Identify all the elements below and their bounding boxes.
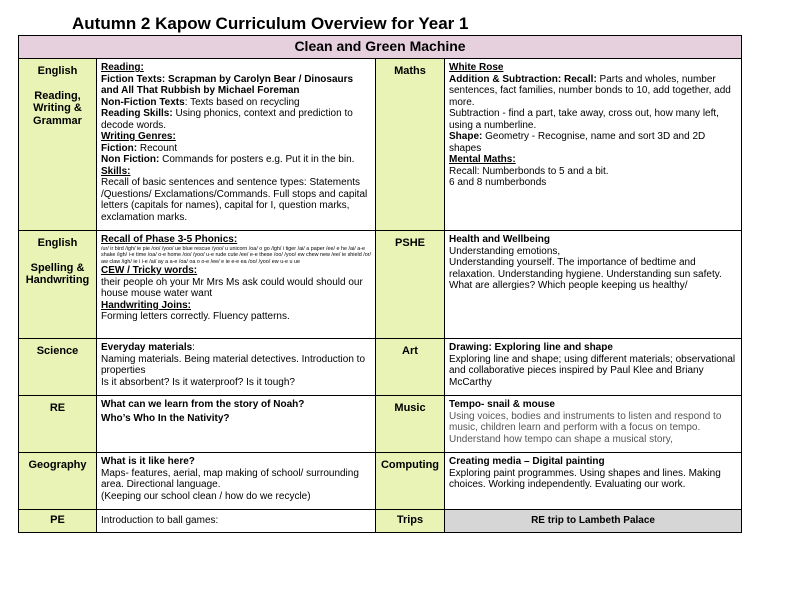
music-heading: Tempo- snail & mouse	[449, 399, 555, 410]
table-row	[19, 510, 742, 533]
geography-heading: What is it like here?	[101, 456, 195, 467]
science-content	[97, 339, 376, 396]
pshe-heading: Health and Wellbeing	[449, 234, 550, 245]
subject-music: Music	[376, 396, 445, 453]
subject-science: Science	[19, 339, 97, 396]
music-content	[445, 396, 742, 453]
geography-line-1: Maps- features, aerial, map making of school/ surrounding area. Directional language.	[101, 467, 359, 490]
mental-maths-line-2: 6 and 8 numberbonds	[449, 177, 547, 188]
art-content	[445, 339, 742, 396]
maths-shape: Shape: Geometry - Recognise, name and sort 3D and 2D shapes	[449, 131, 706, 154]
table-row	[19, 59, 742, 231]
table-row	[19, 396, 742, 453]
document-title: Autumn 2 Kapow Curriculum Overview for Year 1	[72, 14, 469, 33]
subject-english-spelling	[19, 231, 97, 339]
re-line-1: What can we learn from the story of Noah?	[101, 399, 305, 410]
art-text: Exploring line and shape; using different materials; observational and collaborative pieces inspired by Paul Klee and Briany McCarthy	[449, 353, 736, 388]
music-text: Using voices, bodies and instruments to listen and respond to music, children learn and perform with a focus on tempo. Understand how tempo can shape a musical story,	[449, 410, 722, 445]
fiction-texts: Fiction Texts: Scrapman by Carolyn Bear / Dinosaurs and All That Rubbish by Michael Foreman	[101, 73, 354, 96]
science-line-2: Is it absorbent? Is it waterproof? Is it tough?	[101, 376, 295, 388]
maths-add-sub: Addition & Subtraction: Recall: Parts and wholes, number sentences, fact families, number bonds to 10, add together, add more.	[449, 73, 731, 108]
subject-sublabel: Spelling & Handwriting	[25, 261, 90, 286]
writing-genres-heading: Writing Genres:	[101, 131, 176, 142]
curriculum-table	[18, 35, 742, 533]
subject-sublabel: Reading, Writing & Grammar	[33, 89, 82, 127]
subject-re: RE	[19, 396, 97, 453]
nonfiction-texts: Non-Fiction Texts: Texts based on recycling	[101, 96, 300, 108]
subject-english-reading	[19, 59, 97, 231]
reading-skills: Reading Skills: Using phonics, context and prediction to decode words.	[101, 108, 353, 131]
science-heading: Everyday materials:	[101, 342, 195, 353]
table-row	[19, 231, 742, 339]
table-row	[19, 453, 742, 510]
computing-heading: Creating media – Digital painting	[449, 456, 605, 467]
subject-pe: PE	[19, 510, 97, 533]
subject-geography: Geography	[19, 453, 97, 510]
subject-pshe: PSHE	[376, 231, 445, 339]
pshe-content	[445, 231, 742, 339]
pshe-line-1: Understanding emotions,	[449, 245, 561, 257]
phonics-heading: Recall of Phase 3-5 Phonics:	[101, 234, 238, 245]
geography-line-2: (Keeping our school clean / how do we recycle)	[101, 490, 311, 502]
phonics-list: /ur/ ir bird /igh/ ie pie /oo/ /yoo/ ue blue rescue /yoo/ u unicorn /oa/ o go /igh/ i tiger /ai/ a paper /ee/ e he /ai/ a-e shake /igh/ i-e time /oa/ o-e home /oo/ /yoo/ u-e rude cute /ee/ e-e these /oo/ /yoo/ ew chew new /ee/ ie shield /or/ aw claw /igh/ ie i i-e /ai/ ay a a-e /oa/ oa o o-e /ee/ e ie e-e ea /oo/ /yoo/ ew u-e u ue	[101, 245, 371, 265]
fiction-genre: Fiction: Recount	[101, 142, 178, 154]
english-spelling-content	[97, 231, 376, 339]
reading-heading: Reading:	[101, 62, 144, 73]
computing-content	[445, 453, 742, 510]
nonfiction-genre: Non Fiction: Commands for posters e.g. Put it in the bin.	[101, 154, 355, 165]
trips-content: RE trip to Lambeth Palace	[445, 510, 742, 533]
topic-row	[19, 36, 742, 59]
table-row	[19, 339, 742, 396]
handwriting-text: Forming letters correctly. Fluency patterns.	[101, 311, 290, 323]
cew-heading: CEW / Tricky words:	[101, 265, 198, 277]
pe-content: Introduction to ball games:	[97, 510, 376, 533]
geography-content	[97, 453, 376, 510]
re-line-2: Who’s Who In the Nativity?	[101, 412, 230, 424]
science-line-1: Naming materials. Being material detectives. Introduction to properties	[101, 353, 366, 376]
skills-text: Recall of basic sentences and sentence types: Statements /Questions/ Exclamations/Commands. Full stops and capital letters (capitals for names), capital for I, question marks, exclamation marks.	[101, 177, 368, 223]
cew-list: their people oh your Mr Mrs Ms ask could would should our house mouse water want	[101, 276, 363, 300]
computing-text: Exploring paint programmes. Using shapes and lines. Making choices. Working independently. Evaluating our work.	[449, 467, 721, 490]
subject-trips: Trips	[376, 510, 445, 533]
maths-content	[445, 59, 742, 231]
maths-subtraction: Subtraction - find a part, take away, cross out, how many left, using a numberline.	[449, 108, 719, 131]
subject-label: English	[37, 65, 78, 77]
pshe-line-2: Understanding yourself. The importance of bedtime and relaxation. Understanding hygiene. Understanding sun safety. What are allergies? Which people keeping us healthy/	[449, 257, 722, 291]
english-reading-content	[97, 59, 376, 231]
mental-maths-heading: Mental Maths:	[449, 154, 516, 165]
art-heading: Drawing: Exploring line and shape	[449, 342, 613, 353]
re-content	[97, 396, 376, 453]
skills-heading: Skills:	[101, 165, 131, 177]
subject-computing: Computing	[376, 453, 445, 510]
subject-label: English	[37, 237, 78, 249]
subject-art: Art	[376, 339, 445, 396]
topic-banner: Clean and Green Machine	[19, 36, 742, 59]
mental-maths-line-1: Recall: Numberbonds to 5 and a bit.	[449, 165, 609, 177]
subject-maths: Maths	[376, 59, 445, 231]
handwriting-heading: Handwriting Joins:	[101, 299, 191, 311]
maths-scheme: White Rose	[449, 62, 504, 73]
